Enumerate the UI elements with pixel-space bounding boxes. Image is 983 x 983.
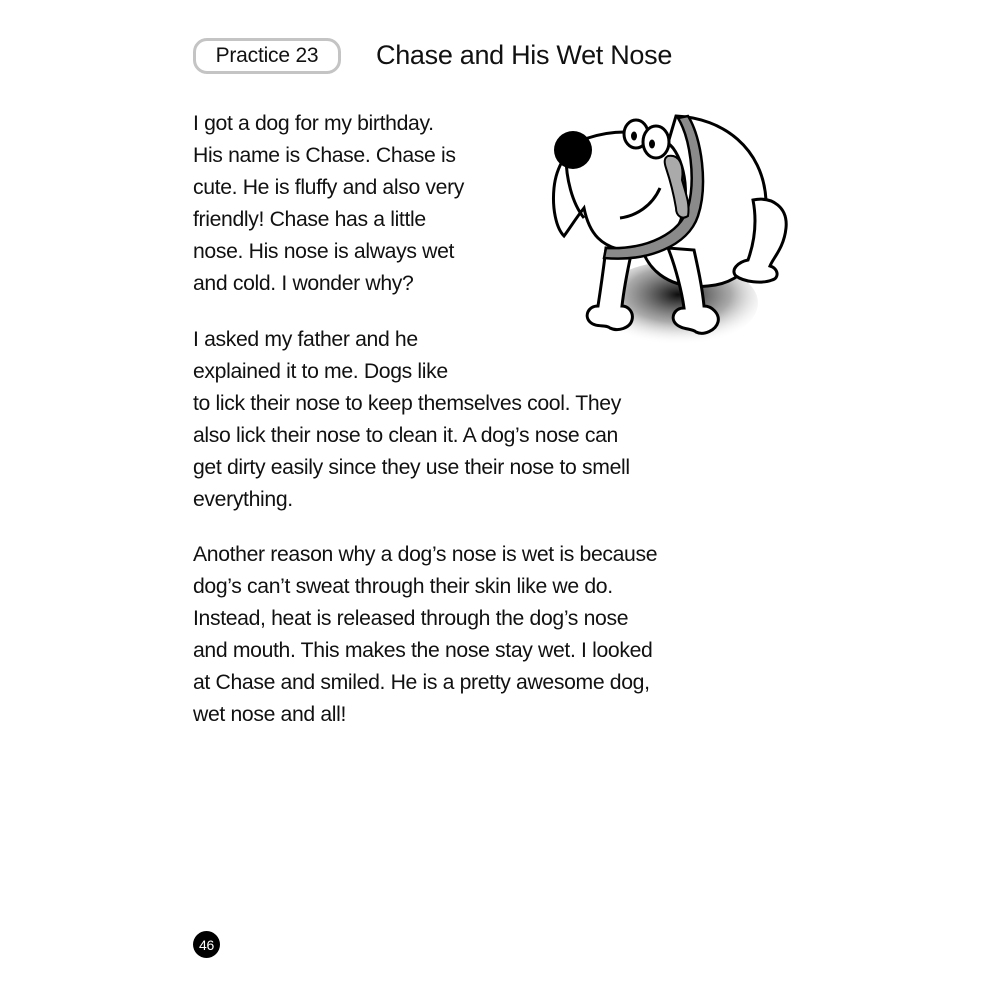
paragraph-2	[193, 324, 630, 516]
text-line: explained it to me. Dogs like	[193, 360, 448, 383]
practice-label: Practice 23	[215, 44, 319, 67]
text-line: I asked my father and he	[193, 328, 418, 351]
text-line: to lick their nose to keep themselves cool. They	[193, 392, 621, 415]
page-number-badge	[193, 931, 220, 958]
text-line: His name is Chase. Chase is	[193, 144, 456, 167]
text-line: and mouth. This makes the nose stay wet. I looked	[193, 639, 653, 662]
text-line: Another reason why a dog’s nose is wet is because	[193, 543, 658, 566]
text-line: Instead, heat is released through the dog’s nose	[193, 607, 629, 630]
text-line: nose. His nose is always wet	[193, 240, 455, 263]
page-title: Chase and His Wet Nose	[376, 40, 673, 70]
text-line: wet nose and all!	[193, 703, 347, 726]
practice-badge	[193, 38, 341, 74]
text-line: I got a dog for my birthday.	[193, 112, 434, 135]
text-line: at Chase and smiled. He is a pretty awesome dog,	[193, 671, 650, 694]
dog-nose	[554, 131, 592, 169]
text-line: dog’s can’t sweat through their skin like we do.	[193, 575, 613, 598]
dog-eye-right	[643, 126, 669, 158]
text-line: also lick their nose to clean it. A dog’s nose can	[193, 424, 618, 447]
dog-illustration-icon	[548, 108, 798, 348]
text-line: friendly! Chase has a little	[193, 208, 426, 231]
text-line: everything.	[193, 488, 293, 511]
dog-pupil-right	[649, 140, 655, 149]
text-line: get dirty easily since they use their nose to smell	[193, 456, 630, 479]
dog-front-leg-left	[587, 248, 632, 330]
paragraph-3	[193, 539, 657, 731]
text-line: cute. He is fluffy and also very	[193, 176, 465, 199]
paragraph-1	[193, 108, 464, 300]
page-number: 46	[199, 936, 214, 953]
text-line: and cold. I wonder why?	[193, 272, 414, 295]
dog-pupil-left	[631, 132, 637, 141]
